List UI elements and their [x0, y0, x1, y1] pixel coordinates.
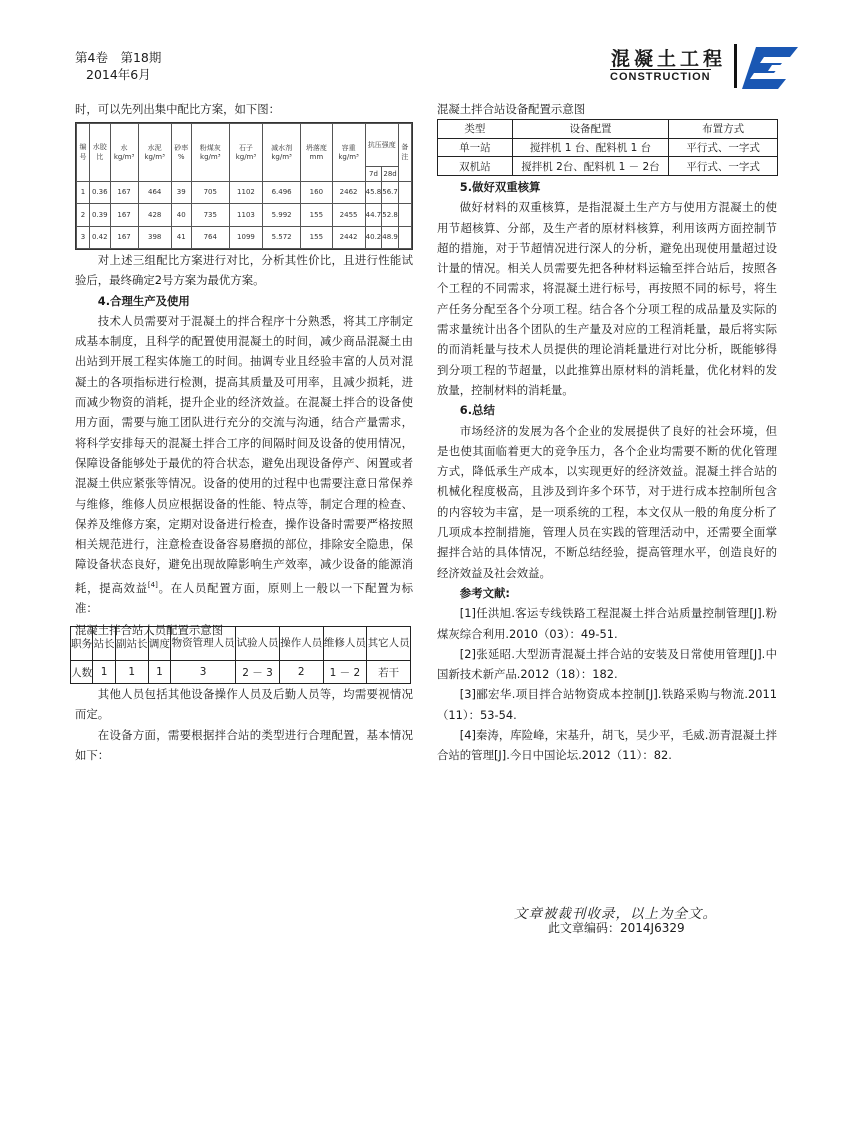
section-heading: 6.总结 [459, 403, 495, 418]
mix-cell: 735 [191, 204, 229, 227]
mix-row [77, 204, 412, 227]
mix-col-header: 编号 [77, 124, 90, 182]
table-header: 类型 [438, 120, 513, 139]
mix-subheader: 28d [382, 166, 399, 181]
mix-proportion-table [76, 123, 412, 249]
left-column-intro [75, 99, 413, 119]
mix-row [77, 226, 412, 249]
mix-cell: 5.992 [263, 204, 301, 227]
journal-issue-header [75, 49, 161, 83]
mix-col-header: 粉煤灰 kg/m³ [191, 124, 229, 182]
mix-cell: 48.9 [382, 226, 399, 249]
table-header: 其它人员 [367, 627, 411, 661]
mix-cell: 167 [110, 204, 138, 227]
logo-title-en: CONSTRUCTION [610, 71, 711, 83]
mix-cell: 44.7 [365, 204, 382, 227]
section-heading: 4.合理生产及使用 [97, 293, 190, 308]
mix-cell: 160 [301, 181, 332, 204]
inclusion-note: 文章被裁刊收录，以上为全文。 [514, 906, 717, 922]
paragraph: 其他人员包括其他设备操作人员及后勤人员等，均需要视情况而定。 [75, 687, 413, 722]
table-header-row [71, 627, 411, 661]
reference-item: [2]张延昭.大型沥青混凝土拌合站的安装及日常使用管理[J].中国新技术新产品.2012（18）：182. [437, 646, 777, 682]
table-header: 副站长 [115, 627, 148, 661]
mix-cell: 0.36 [90, 181, 110, 204]
mix-cell: 167 [110, 226, 138, 249]
mix-cell: 0.42 [90, 226, 110, 249]
mix-col-header: 抗压强度 [365, 124, 398, 167]
mix-cell: 41 [171, 226, 191, 249]
table-cell: 搅拌机 1 台、配料机 1 台 [512, 138, 668, 157]
logo-emblem-icon [742, 45, 800, 89]
table-cell: 2 [279, 661, 323, 684]
mix-cell: 2455 [332, 204, 365, 227]
mix-cell: 1102 [229, 181, 262, 204]
table-cell: 1 [148, 661, 170, 684]
table-row [438, 138, 778, 157]
table-row [438, 157, 778, 176]
mix-col-header: 石子 kg/m³ [229, 124, 262, 182]
equip-caption-wrap [437, 99, 777, 119]
table-cell: 若干 [367, 661, 411, 684]
mix-cell: 2462 [332, 181, 365, 204]
citation: [4] [147, 580, 158, 589]
equipment-table [437, 119, 778, 176]
mix-col-header: 备注 [398, 124, 411, 182]
right-column-body [437, 177, 777, 766]
issue-date: 2014年6月 [86, 67, 151, 82]
mix-cell [398, 181, 411, 204]
mix-cell: 464 [138, 181, 171, 204]
mix-col-header: 减水剂 kg/m³ [263, 124, 301, 182]
logo-title-cn: 混凝土工程 [611, 48, 727, 70]
mix-cell: 155 [301, 204, 332, 227]
mix-cell: 705 [191, 181, 229, 204]
mix-col-header: 坍落度 mm [301, 124, 332, 182]
mix-cell: 56.7 [382, 181, 399, 204]
mix-cell: 5.572 [263, 226, 301, 249]
table-cell: 人数 [71, 661, 93, 684]
paragraph: 对上述三组配比方案进行对比，分析其性价比，且进行性能试验后，最终确定2号方案为最优方案。 [75, 253, 413, 288]
table-header: 站长 [93, 627, 115, 661]
mix-cell: 6.496 [263, 181, 301, 204]
mix-cell: 428 [138, 204, 171, 227]
mix-cell: 764 [191, 226, 229, 249]
table-cell: 1 [93, 661, 115, 684]
table-cell: 单一站 [438, 138, 513, 157]
journal-logo [607, 44, 802, 88]
paragraph [75, 311, 413, 618]
table-row [71, 661, 411, 684]
mix-cell [398, 204, 411, 227]
table-caption: 混凝土拌合站设备配置示意图 [437, 102, 586, 116]
mix-cell: 2442 [332, 226, 365, 249]
table-header: 维修人员 [323, 627, 367, 661]
mix-cell: 0.39 [90, 204, 110, 227]
mix-cell: 3 [77, 226, 90, 249]
table-header: 试验人员 [236, 627, 280, 661]
mix-cell: 2 [77, 204, 90, 227]
mix-cell: 398 [138, 226, 171, 249]
table-cell: 双机站 [438, 157, 513, 176]
reference-item: [3]郦宏华.项目拌合站物资成本控制[J].铁路采购与物流.2011（11）：53-54. [437, 687, 777, 722]
table-cell: 2 － 3 [236, 661, 280, 684]
table-header: 操作人员 [279, 627, 323, 661]
table-cell: 平行式、一字式 [669, 138, 778, 157]
mix-col-header: 水胶比 [90, 124, 110, 182]
reference-item: [1]任洪旭.客运专线铁路工程混凝土拌合站质量控制管理[J].粉煤灰综合利用.2010（03）：49-51. [437, 606, 777, 641]
paragraph-text: 技术人员需要对于混凝土的拌合程序十分熟悉，将其工序制定成基本制度，且科学的配置使用混凝土的时间，减少商品混凝土由出站到开展工程实体施工的时间。抽调专业且经验丰富的人员对混凝土的各项指标进行检测，提高其质量及可用率，且减少损耗，进而减少物资的消耗，提升企业的经济效益。在混凝土拌合的设备使用方面，需要与施工团队进行充分的交流与沟通，结合产量需求，将科学安排每天的混凝土拌合工序的间隔时间及设备的使用情况，保障设备能够处于最优的符合状态，避免出现设备停产、闲置或者混凝土供应紧张等情况。设备的使用的过程中也需要注意日常保养与维修，维修人员应根据设备的性能、特点等，制定合理的检查、保养及维修方案，定期对设备进行检查，操作设备时需要严格按照相关规范进行，注意检查设备容易磨损的部位，排除安全隐患，保障设备状态良好，避免出现故障影响生产效率，减少设备的能源消耗，提高效益 [75, 313, 413, 595]
mix-subheader: 7d [365, 166, 382, 181]
section-heading: 5.做好双重核算 [459, 180, 541, 194]
intro-text: 时，可以先列出集中配比方案，如下图： [75, 102, 281, 116]
mix-cell: 155 [301, 226, 332, 249]
left-column-body [75, 250, 413, 640]
reference-item: [4]秦涛，库险峰，宋基升，胡飞，吴少平，毛威.沥青混凝土拌合站的管理[J].今日中国论坛.2012（11）：82. [437, 728, 777, 763]
volume-issue: 第4卷 第18期 [75, 50, 162, 65]
table-cell: 3 [171, 661, 236, 684]
article-code: 此文章编码：2014J6329 [548, 921, 685, 935]
mix-cell: 39 [171, 181, 191, 204]
mix-cell: 1099 [229, 226, 262, 249]
table-header: 布置方式 [669, 120, 778, 139]
table-caption: 混凝土拌合站人员配置示意图 [75, 623, 224, 638]
mix-col-header: 水 kg/m³ [110, 124, 138, 182]
table-header: 调度 [148, 627, 170, 661]
paragraph: 市场经济的发展为各个企业的发展提供了良好的社会环境，但是也使其面临着更大的竞争压力，各个企业均需要不断的优化管理方式，降低承生产成本，以实现更好的经济效益。混凝土拌合站的机械化程度极高，且涉及到许多个环节，对于进行成本控制所包含的内容较为丰富，是一项系统的工程，本文仅从一般的角度分析了几项成本控制措施，管理人员在实践的管理活动中，还需要全面掌握拌合站的具体情况，不断总结经验，提高管理水平，创造良好的经济效益及社会效益。 [437, 423, 777, 580]
references-list [437, 603, 777, 765]
mix-cell: 52.8 [382, 204, 399, 227]
mix-cell: 1 [77, 181, 90, 204]
mix-col-header: 水泥 kg/m³ [138, 124, 171, 182]
table-header: 职务 [71, 627, 93, 661]
left-column-tail [75, 684, 413, 765]
mix-cell: 40 [171, 204, 191, 227]
paragraph-text: 。在人员配置方面，原则上一般以一下配置为标准： [75, 580, 413, 615]
staff-table [70, 626, 411, 684]
mix-col-header: 容重 kg/m³ [332, 124, 365, 182]
table-header-row [438, 120, 778, 139]
references-heading: 参考文献: [459, 585, 510, 600]
table-header: 物资管理人员 [171, 627, 236, 661]
logo-divider [734, 44, 737, 88]
table-cell: 搅拌机 2台、配料机 1 － 2台 [512, 157, 668, 176]
table-header: 设备配置 [512, 120, 668, 139]
mix-cell: 40.2 [365, 226, 382, 249]
paragraph: 做好材料的双重核算，是指混凝土生产方与使用方混凝土的使用节超核算、分部，及生产者的原材料核算，利用该两方面控制节超的措施，对于节超情况进行深人的分析，避免出现使用量超过设计量的情况。相关人员需要先把各种材料运输至拌合站后，按照各个工程的不同需求，将混凝土进行标号，再按照不同的标号，将生产任务分配至各个分项工程。结合各个分项工程的成品量及实际的需求量统计出各个团队的生产量及对应的工程消耗量，最后将实际的而消耗量与技术人员提供的理论消耗量进行对比分析，既能够得到分项工程的节超量，以此推算出原材料的消耗量，优化材料的发放量，控制材料的消耗量。 [437, 200, 777, 397]
mix-cell: 1103 [229, 204, 262, 227]
mix-cell [398, 226, 411, 249]
table-cell: 平行式、一字式 [669, 157, 778, 176]
mix-cell: 45.8 [365, 181, 382, 204]
mix-row [77, 181, 412, 204]
table-cell: 1 － 2 [323, 661, 367, 684]
paragraph: 在设备方面，需要根据拌合站的类型进行合理配置，基本情况如下： [75, 727, 413, 762]
mix-cell: 167 [110, 181, 138, 204]
table-cell: 1 [115, 661, 148, 684]
mix-col-header: 砂率 % [171, 124, 191, 182]
mix-proportion-table-image [75, 122, 413, 250]
